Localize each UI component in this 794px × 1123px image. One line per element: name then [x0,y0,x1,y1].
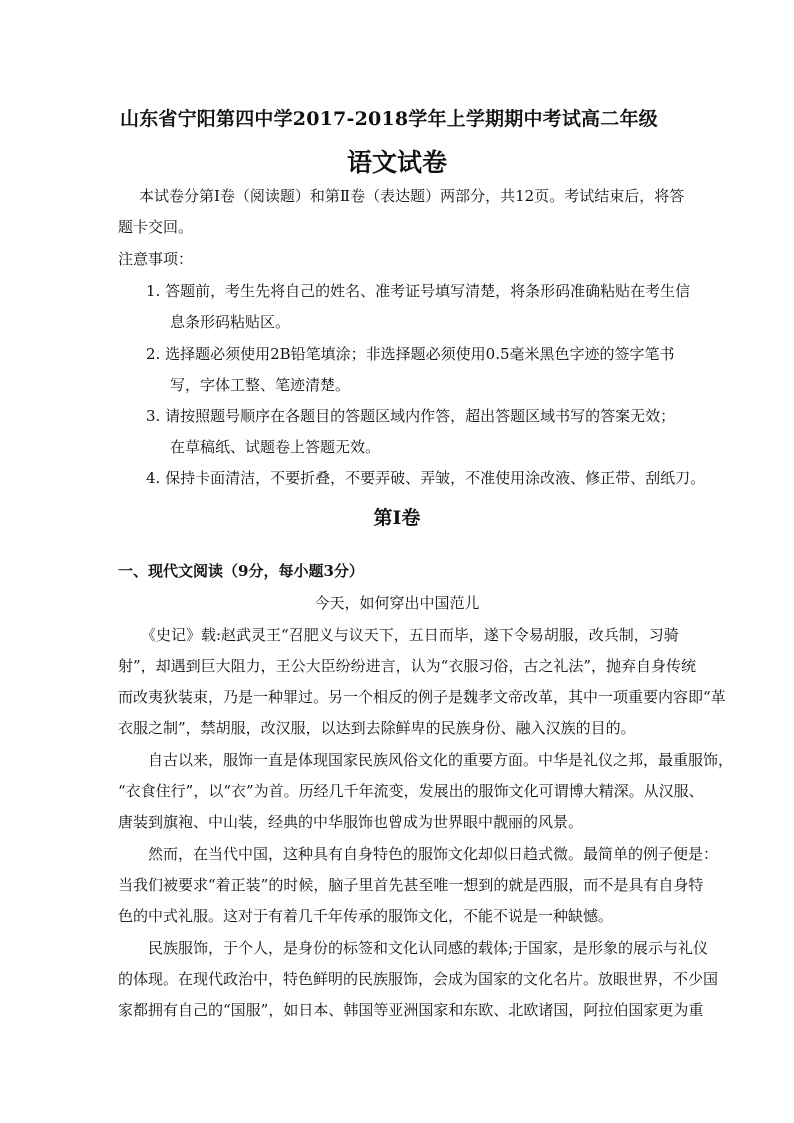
section-heading: 一、现代文阅读（9分，每小题3分） [118,562,364,580]
subject-title: 语文试卷 [346,148,447,177]
part-title: 第Ⅰ卷 [373,507,421,529]
article-line: “衣食住行”，以“衣”为首。历经几千年流变，发展出的服饰文化可谓博大精深。从汉服、 [118,782,704,800]
article-line: 的体现。在现代政治中，特色鲜明的民族服饰，会成为国家的文化名片。放眼世界，不少国 [118,970,719,988]
article-line: 自古以来，服饰一直是体现国家民族风俗文化的重要方面。中华是礼仪之邦，最重服饰， [148,751,734,769]
intro-line-2: 题卡交回。 [118,218,194,236]
notice-item-3-line-1: 3. 请按照题号顺序在各题目的答题区域内作答，超出答题区域书写的答案无效； [146,407,676,425]
article-line: 家都拥有自己的“国服”，如日本、韩国等亚洲国家和东欧、北欧诸国，阿拉伯国家更为重 [118,1001,704,1019]
notice-item-1-line-1: 1. 答题前，考生先将自己的姓名、准考证号填写清楚，将条形码准确粘贴在考生信 [146,282,691,300]
article-line: 唐装到旗袍、中山装，经典的中华服饰也曾成为世界眼中靓丽的风景。 [118,813,584,831]
article-title: 今天，如何穿出中国范儿 [314,594,480,612]
article-line: 然而，在当代中国，这种具有自身特色的服饰文化却似日趋式微。最简单的例子便是： [148,845,719,863]
notice-item-3-line-2: 在草稿纸、试题卷上答题无效。 [170,438,381,456]
article-line: 射”，却遇到巨大阻力，王公大臣纷纷进言，认为“衣服习俗，古之礼法”，抛弃自身传统 [118,657,697,675]
intro-line-1: 本试卷分第Ⅰ卷（阅读题）和第Ⅱ卷（表达题）两部分，共12页。考试结束后，将答 [139,187,685,205]
notice-item-1-line-2: 息条形码粘贴区。 [170,313,291,331]
article-line: 民族服饰，于个人，是身份的标签和文化认同感的载体;于国家，是形象的展示与礼仪 [148,939,709,957]
article-line: 而改夷狄装束，乃是一种罪过。另一个相反的例子是魏孝文帝改革，其中一项重要内容即“革 [118,688,726,706]
article-line: 《史记》载:赵武灵王“召肥义与议天下，五日而毕，遂下令易胡服，改兵制，习骑 [141,626,679,644]
notice-item-2-line-2: 写，字体工整、笔迹清楚。 [170,376,351,394]
article-line: 当我们被要求“着正装”的时候，脑子里首先甚至唯一想到的就是西服，而不是具有自身特 [118,876,704,894]
article-line: 衣服之制”，禁胡服，改汉服，以达到去除鲜卑的民族身份、融入汉族的目的。 [118,719,636,737]
article-line: 色的中式礼服。这对于有着几千年传承的服饰文化，不能不说是一种缺憾。 [118,907,614,925]
notice-item-2-line-1: 2. 选择题必须使用2B铅笔填涂；非选择题必须使用0.5毫米黑色字迹的签字笔书 [146,345,675,363]
notice-item-4-line-1: 4. 保持卡面清洁，不要折叠，不要弄破、弄皱，不准使用涂改液、修正带、刮纸刀。 [146,469,706,487]
notice-heading: 注意事项： [118,250,194,268]
school-title: 山东省宁阳第四中学2017-2018学年上学期期中考试高二年级 [120,108,658,130]
